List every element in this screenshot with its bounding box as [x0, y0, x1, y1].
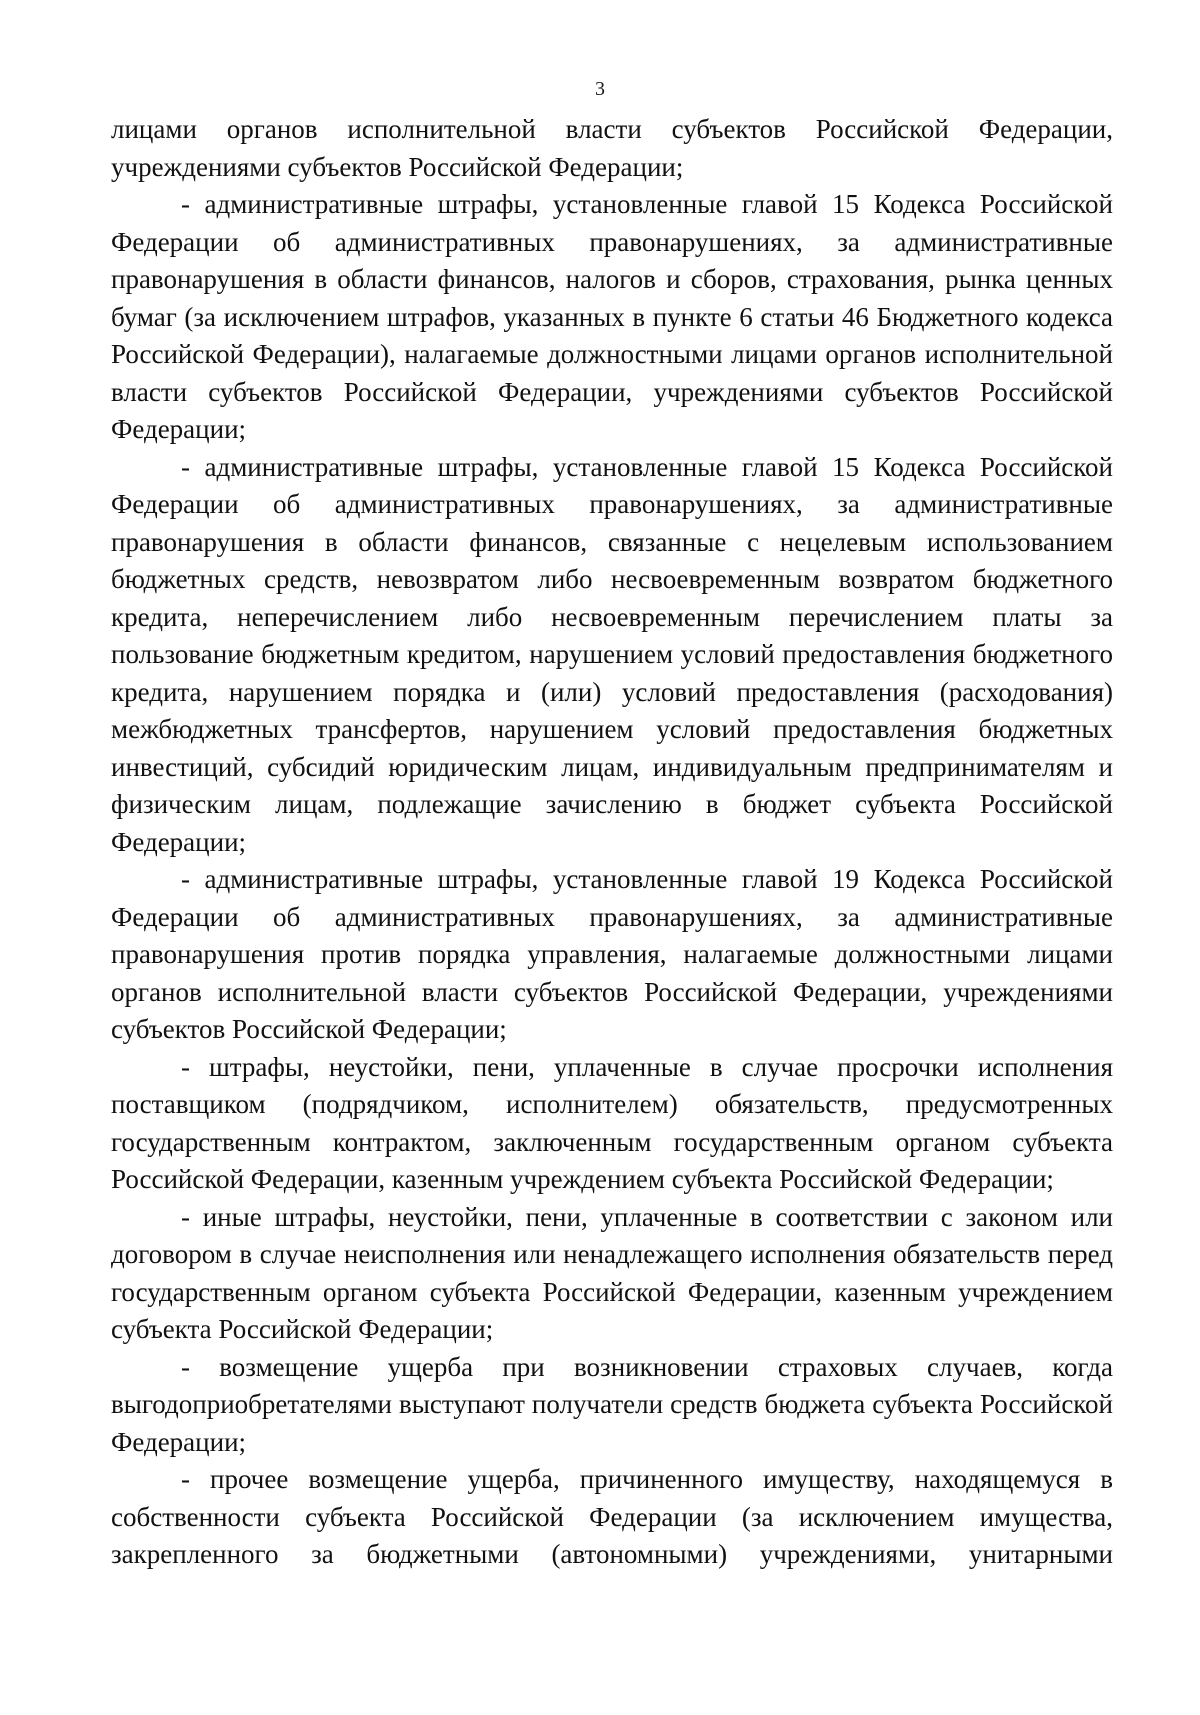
- paragraph: - штрафы, неустойки, пени, уплаченные в случае просрочки исполнения поставщиком (подрядчиком, исполнителем) обязательств, предусмотренных государственным контрактом, заключенным государственным органом субъекта Российской Федерации, казенным учреждением субъекта Российской Федерации;: [111, 1051, 1113, 1194]
- paragraph: - административные штрафы, установленные главой 19 Кодекса Российской Федерации об административных правонарушениях, за административные правонарушения против порядка управления, налагаемые должностными лицами органов исполнительной власти субъектов Российской Федерации, учреждениями субъектов Российской Федерации;: [111, 864, 1113, 1044]
- paragraph: лицами органов исполнительной власти субъектов Российской Федерации, учреждениями субъектов Российской Федерации;: [111, 114, 1113, 182]
- page-number: 3: [595, 78, 605, 100]
- document-body: [111, 111, 1113, 1574]
- paragraph: - иные штрафы, неустойки, пени, уплаченные в соответствии с законом или договором в случае неисполнения или ненадлежащего исполнения обязательств перед государственным органом субъекта Российской Федерации, казенным учреждением субъекта Российской Федерации;: [111, 1201, 1113, 1344]
- paragraph: - прочее возмещение ущерба, причиненного имуществу, находящемуся в собственности субъекта Российской Федерации (за исключением имущества, закрепленного за бюджетными (автономными) учреждениями, унитарными: [111, 1464, 1113, 1569]
- paragraph: - административные штрафы, установленные главой 15 Кодекса Российской Федерации об административных правонарушениях, за административные правонарушения в области финансов, связанные с нецелевым использованием бюджетных средств, невозвратом либо несвоевременным возвратом бюджетного кредита, неперечислением либо несвоевременным перечислением платы за пользование бюджетным кредитом, нарушением условий предоставления бюджетного кредита, нарушением порядка и (или) условий предоставления (расходования) межбюджетных трансфертов, нарушением условий предоставления бюджетных инвестиций, субсидий юридическим лицам, индивидуальным предпринимателям и физическим лицам, подлежащие зачислению в бюджет субъекта Российской Федерации;: [111, 451, 1113, 857]
- paragraph: - возмещение ущерба при возникновении страховых случаев, когда выгодоприобретателями выступают получатели средств бюджета субъекта Российской Федерации;: [111, 1351, 1113, 1457]
- paragraph: - административные штрафы, установленные главой 15 Кодекса Российской Федерации об административных правонарушениях, за административные правонарушения в области финансов, налогов и сборов, страхования, рынка ценных бумаг (за исключением штрафов, указанных в пункте 6 статьи 46 Бюджетного кодекса Российской Федерации), налагаемые должностными лицами органов исполнительной власти субъектов Российской Федерации, учреждениями субъектов Российской Федерации;: [111, 189, 1113, 444]
